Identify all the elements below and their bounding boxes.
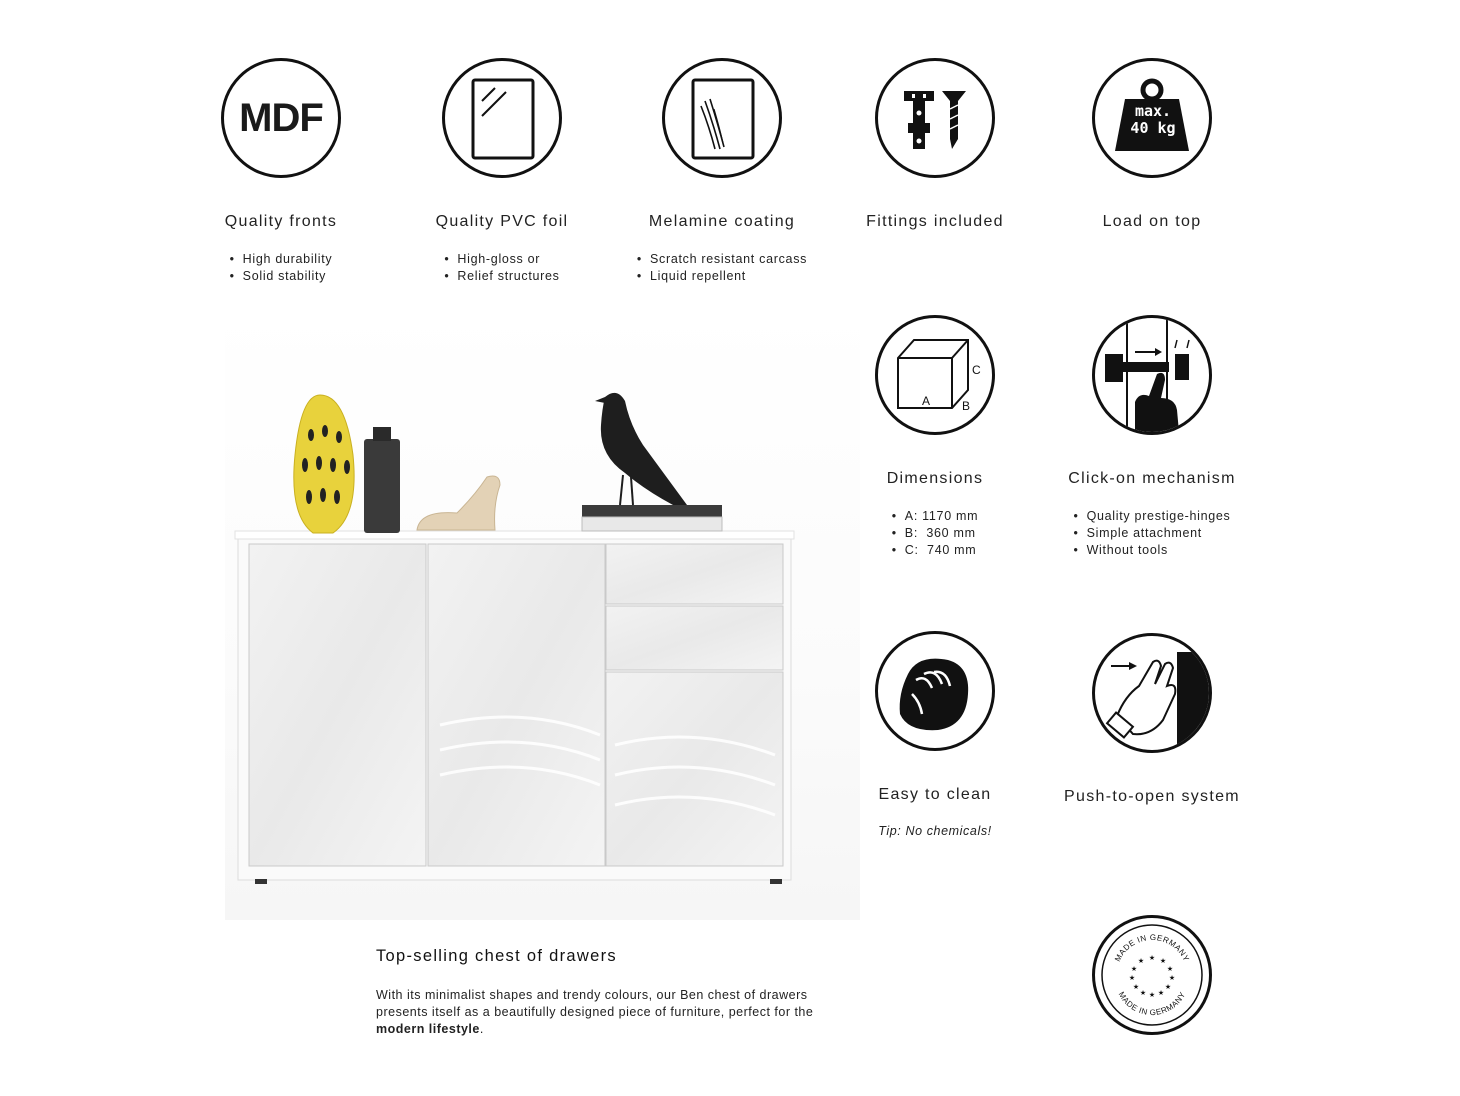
product-description: With its minimalist shapes and trendy colours, our Ben chest of drawers presents itself as a beautifully designed piece of furniture, perfect for the modern lifestyle. bbox=[376, 988, 814, 1036]
cube-label-c: C bbox=[972, 363, 981, 377]
push-door-icon bbox=[1092, 633, 1212, 753]
svg-text:★: ★ bbox=[1132, 983, 1140, 991]
svg-text:★: ★ bbox=[1168, 974, 1176, 982]
feature-bullets bbox=[230, 251, 333, 285]
bullet-item: • Scratch resistant carcass bbox=[637, 251, 807, 268]
feature-title: Quality PVC foil bbox=[435, 213, 569, 230]
feature-bullets bbox=[444, 251, 559, 285]
glass-panel-icon bbox=[442, 58, 562, 178]
svg-text:★: ★ bbox=[1137, 957, 1145, 965]
svg-text:★: ★ bbox=[1166, 965, 1174, 973]
bullet-item: • Solid stability bbox=[230, 268, 333, 285]
weight-icon-label: max. 40 kg bbox=[1130, 102, 1176, 137]
feature-bullets bbox=[892, 508, 979, 559]
svg-text:★: ★ bbox=[1157, 989, 1165, 997]
feature-bullets bbox=[1073, 508, 1230, 559]
feature-melamine bbox=[602, 58, 842, 285]
svg-text:★: ★ bbox=[1130, 965, 1138, 973]
made-in-germany-seal-icon bbox=[1092, 915, 1212, 1035]
svg-text:★: ★ bbox=[1128, 974, 1136, 982]
hinge-click-icon bbox=[1092, 315, 1212, 435]
svg-text:★: ★ bbox=[1159, 957, 1167, 965]
product-photo bbox=[225, 305, 860, 920]
bullet-item: • Quality prestige-hinges bbox=[1073, 508, 1230, 525]
feature-title: Dimensions bbox=[886, 470, 984, 487]
feature-title: Click-on mechanism bbox=[1068, 470, 1236, 487]
feature-tip: Tip: No chemicals! bbox=[878, 824, 992, 838]
feature-title: Easy to clean bbox=[878, 786, 992, 803]
bullet-item: • B: 360 mm bbox=[892, 525, 979, 542]
feature-click-on bbox=[1032, 315, 1272, 559]
feature-title: Push-to-open system bbox=[1064, 788, 1240, 805]
cube-icon bbox=[875, 315, 995, 435]
svg-text:★: ★ bbox=[1148, 991, 1156, 999]
feature-title: Melamine coating bbox=[648, 213, 796, 230]
bullet-item: • A: 1170 mm bbox=[892, 508, 979, 525]
feature-pvc-foil bbox=[382, 58, 622, 285]
bullet-item: • Relief structures bbox=[444, 268, 559, 285]
feature-push-open bbox=[1032, 633, 1272, 806]
bullet-item: • C: 740 mm bbox=[892, 542, 979, 559]
cube-label-b: B bbox=[962, 399, 971, 413]
bullet-item: • High-gloss or bbox=[444, 251, 559, 268]
bullet-item: • Liquid repellent bbox=[637, 268, 807, 285]
feature-made-in-germany bbox=[1032, 915, 1272, 1035]
svg-text:★: ★ bbox=[1139, 989, 1147, 997]
seal-text-bottom: MADE IN GERMANY bbox=[1116, 990, 1188, 1018]
feature-dimensions bbox=[815, 315, 1055, 559]
feature-easy-clean bbox=[815, 631, 1055, 838]
feature-bullets bbox=[637, 251, 807, 285]
weight-icon bbox=[1092, 58, 1212, 178]
cube-label-a: A bbox=[922, 394, 931, 408]
bullet-item: • Simple attachment bbox=[1073, 525, 1230, 542]
mdf-icon bbox=[221, 58, 341, 178]
svg-text:★: ★ bbox=[1164, 983, 1172, 991]
cleaning-hand-icon bbox=[875, 631, 995, 751]
fittings-icon bbox=[875, 58, 995, 178]
scratch-panel-icon bbox=[662, 58, 782, 178]
feature-quality-fronts bbox=[161, 58, 401, 285]
product-title: Top-selling chest of drawers bbox=[376, 947, 617, 965]
feature-title: Quality fronts bbox=[224, 213, 338, 230]
seal-text-top: MADE IN GERMANY bbox=[1113, 932, 1191, 964]
feature-title: Fittings included bbox=[866, 213, 1004, 230]
mdf-icon-label: MDF bbox=[239, 96, 323, 140]
feature-load bbox=[1032, 58, 1272, 231]
feature-title: Load on top bbox=[1102, 213, 1202, 230]
bullet-item: • Without tools bbox=[1073, 542, 1230, 559]
bullet-item: • High durability bbox=[230, 251, 333, 268]
svg-text:★: ★ bbox=[1148, 954, 1156, 962]
feature-fittings bbox=[815, 58, 1055, 231]
